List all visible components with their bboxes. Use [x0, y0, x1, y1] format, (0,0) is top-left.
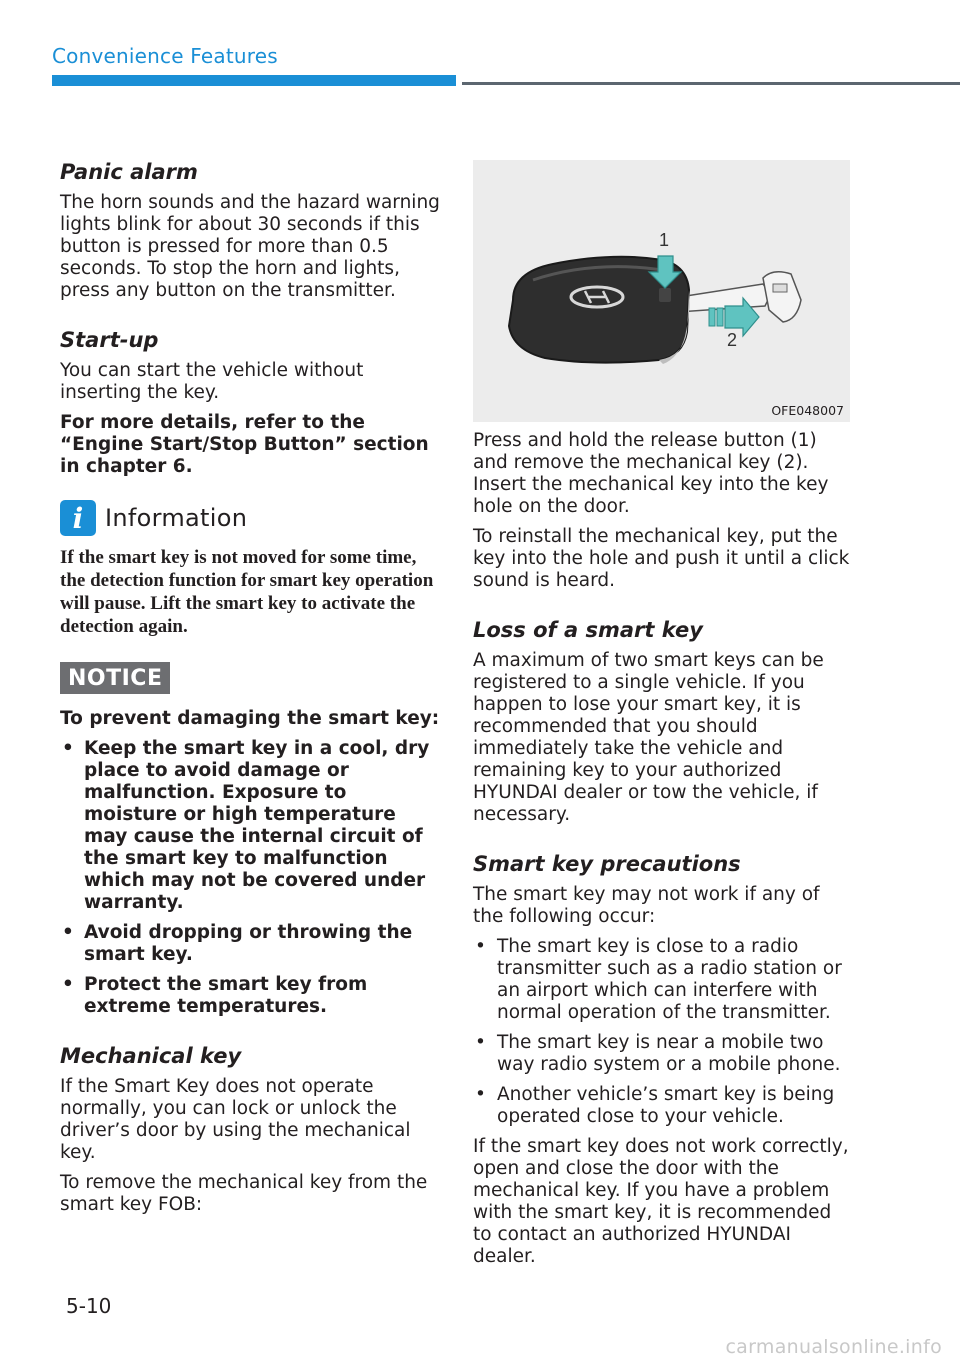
loss-heading: Loss of a smart key [473, 618, 703, 642]
precautions-heading: Smart key precautions [473, 852, 741, 876]
page-number: 5-10 [66, 1294, 112, 1318]
left-column [60, 160, 440, 1224]
information-title: Information [105, 504, 248, 532]
notice-lead: To prevent damaging the smart key: [60, 708, 440, 729]
header-rule-blue [52, 75, 456, 86]
startup-text: You can start the vehicle without inserting the key. [60, 360, 364, 403]
list-item: • Keep the smart key in a cool, dry place to avoid damage or malfunction. Exposure to moisture or high temperature may cause the internal circuit of the smart key to malfunction which may not be covered under warranty. [60, 738, 440, 914]
release-text: Press and hold the release button (1) and remove the mechanical key (2). Insert the mechanical key into the key hole on the door. [473, 430, 829, 517]
list-item: • Avoid dropping or throwing the smart key. [60, 922, 440, 966]
mechanical-key-text: If the Smart Key does not operate normally, you can lock or unlock the driver’s door by using the mechanical key. [60, 1076, 411, 1163]
watermark: carmanualsonline.info [725, 1336, 942, 1358]
precautions-lead: The smart key may not work if any of the following occur: [473, 884, 820, 927]
notice-list [60, 738, 440, 1018]
precautions-closing: If the smart key does not work correctly, open and close the door with the mechanical key. If you have a problem with the smart key, it is recommended to contact an authorized HYUNDAI dealer. [473, 1136, 849, 1267]
precautions-list [473, 936, 853, 1128]
information-text: If the smart key is not moved for some time, the detection function for smart key operation will pause. Lift the smart key to activate the detection again. [60, 547, 434, 637]
panic-alarm-text: The horn sounds and the hazard warning lights blink for about 30 seconds if this button is pressed for more than 0.5 seconds. To stop the horn and lights, press any button on the transmitter. [60, 192, 440, 301]
information-header [60, 500, 440, 536]
mechanical-key-heading: Mechanical key [60, 1044, 242, 1068]
list-item: • Protect the smart key from extreme temperatures. [60, 974, 440, 1018]
notice-badge: NOTICE [60, 662, 170, 694]
reinstall-text: To reinstall the mechanical key, put the key into the hole and push it until a click sound is heard. [473, 526, 850, 591]
mechanical-key-text-2: To remove the mechanical key from the smart key FOB: [60, 1172, 428, 1215]
list-item: • The smart key is close to a radio transmitter such as a radio station or an airport which can interfere with normal operation of the transmitter. [473, 936, 853, 1024]
panic-alarm-heading: Panic alarm [60, 160, 198, 184]
figure-label-2: 2 [727, 330, 738, 350]
figure-code: OFE048007 [771, 403, 844, 418]
figure-label-1: 1 [659, 230, 670, 250]
startup-reference: For more details, refer to the “Engine Start/Stop Button” section in chapter 6. [60, 412, 429, 477]
smart-key-figure [473, 160, 850, 422]
section-title: Convenience Features [52, 44, 278, 68]
loss-text: A maximum of two smart keys can be registered to a single vehicle. If you happen to lose your smart key, it is recommended that you should immediately take the vehicle and remaining key to your authorized HYUNDAI dealer or tow the vehicle, if necessary. [473, 650, 824, 825]
list-item: • The smart key is near a mobile two way radio system or a mobile phone. [473, 1032, 853, 1076]
header-rule-gray [462, 82, 960, 85]
list-item: • Another vehicle’s smart key is being operated close to your vehicle. [473, 1084, 853, 1128]
startup-heading: Start-up [60, 328, 159, 352]
right-column [473, 160, 853, 1276]
smart-key-illustration [473, 160, 850, 422]
info-icon: i [60, 500, 96, 536]
